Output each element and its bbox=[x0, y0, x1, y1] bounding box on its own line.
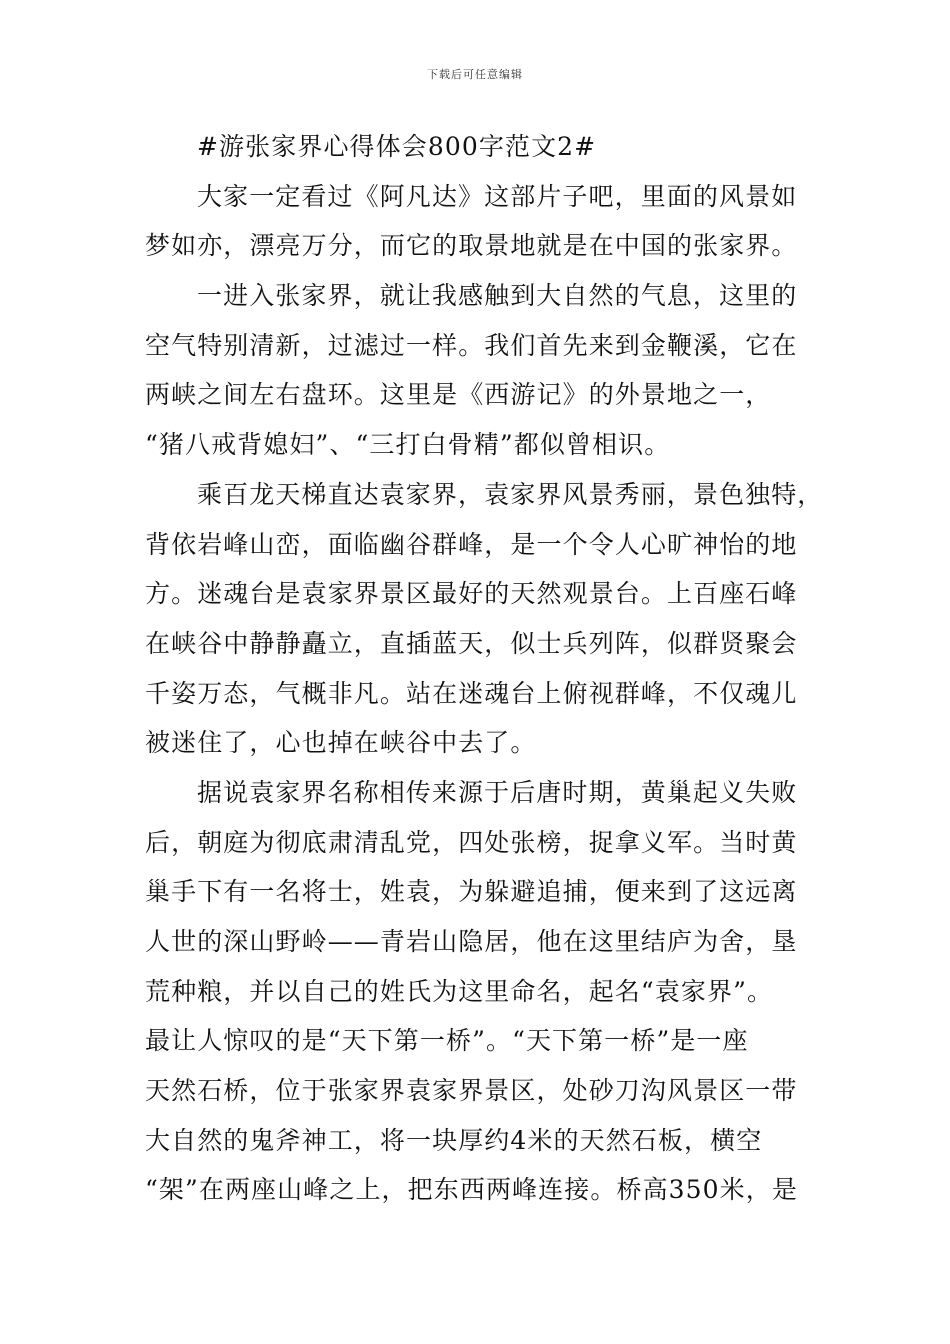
paragraph-line: 一进入张家界，就让我感触到大自然的气息，这里的 bbox=[197, 281, 798, 311]
essay-title: #游张家界心得体会800字范文2# bbox=[197, 132, 597, 161]
paragraph-line: 天然石桥，位于张家界袁家界景区，处砂刀沟风景区一带 bbox=[145, 1076, 798, 1106]
paragraph-line: “架”在两座山峰之上，把东西两峰连接。桥高350米，是 bbox=[145, 1175, 798, 1205]
paragraph-line: 后，朝庭为彻底肃清乱党，四处张榜，捉拿义军。当时黄 bbox=[145, 827, 798, 857]
paragraph-line: 空气特别清新，过滤过一样。我们首先来到金鞭溪，它在 bbox=[145, 330, 798, 360]
paragraph-line: 被迷住了，心也掉在峡谷中去了。 bbox=[145, 728, 537, 758]
paragraph-line: 荒种粮，并以自己的姓氏为这里命名，起名“袁家界”。 bbox=[145, 976, 774, 1006]
header-note: 下载后可任意编辑 bbox=[427, 68, 523, 81]
paragraph-line: 大自然的鬼斧神工，将一块厚约4米的天然石板，横空 bbox=[145, 1125, 763, 1155]
paragraph-line: 最让人惊叹的是“天下第一桥”。“天下第一桥”是一座 bbox=[145, 1026, 749, 1056]
paragraph-line: 大家一定看过《阿凡达》这部片子吧，里面的风景如 bbox=[197, 181, 798, 211]
paragraph-line: 背依岩峰山峦，面临幽谷群峰，是一个令人心旷神怡的地 bbox=[145, 529, 798, 559]
paragraph-line: 人世的深山野岭——青岩山隐居，他在这里结庐为舍，垦 bbox=[145, 927, 798, 956]
paragraph-line: 巢手下有一名将士，姓袁，为躲避追捕，便来到了这远离 bbox=[145, 877, 798, 907]
paragraph-line: 据说袁家界名称相传来源于后唐时期，黄巢起义失败 bbox=[197, 777, 798, 807]
paragraph-line: 两峡之间左右盘环。这里是《西游记》的外景地之一， bbox=[145, 380, 772, 410]
paragraph-line: 乘百龙天梯直达袁家界，袁家界风景秀丽，景色独特， bbox=[197, 479, 824, 509]
paragraph-line: 在峡谷中静静矗立，直插蓝天，似士兵列阵，似群贤聚会 bbox=[145, 628, 798, 658]
paragraph-line: “猪八戒背媳妇”、“三打白骨精”都似曾相识。 bbox=[145, 430, 671, 460]
document-body bbox=[145, 122, 824, 1215]
paragraph-line: 方。迷魂台是袁家界景区最好的天然观景台。上百座石峰 bbox=[145, 579, 798, 609]
paragraph-line: 梦如亦，漂亮万分，而它的取景地就是在中国的张家界。 bbox=[145, 231, 798, 261]
paragraph-line: 千姿万态，气概非凡。站在迷魂台上俯视群峰，不仅魂儿 bbox=[145, 678, 798, 708]
